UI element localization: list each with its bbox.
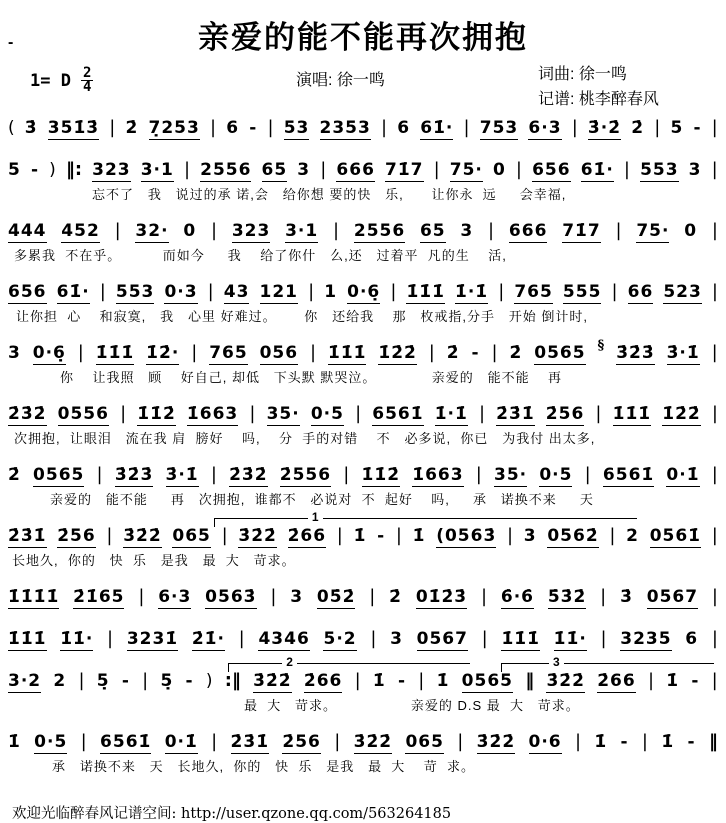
notation-line-4: 656 61̇· | 553 0·3 | 43 121 | 1 0·6̣ | 1̇1̇1̇ 1̇·1̇ | 765 555 | 66 523 |	[8, 281, 718, 302]
system-9	[8, 586, 718, 612]
system-5	[8, 338, 718, 387]
key-time-signature	[30, 67, 93, 94]
system-7	[8, 464, 718, 509]
lyrics-line-11: 最 大 苛求。 亲爱的 D.S 最 大 苛求。	[244, 698, 580, 713]
notation-line-12: 1̇ 0·5 | 6561̇ 0·1̇ | 2̇3̇1̇ 2̇56 | 3̇2̇2̇ 065 | 3̇2̇2̇ 0·6 | 1̇ - | 1̇ - ‖	[8, 731, 718, 752]
volta-bracket-1	[214, 510, 637, 527]
corner-dash: -	[8, 34, 14, 51]
song-title: 亲爱的能不能再次拥抱	[198, 20, 528, 55]
notation-line-9: 1̇1̇1̇1̇ 2̇1̇65 | 6·3 0563̇ | 3 05̇2̇ | 2̇ 01̇2̇3̇ | 6̇·6̇ 5̇3̇2̇ | 3̇ 0567 |	[8, 586, 718, 607]
system-2	[8, 159, 718, 204]
system-4	[8, 281, 718, 326]
lyrics-line-2: 忘不了 我 说过的承 诺,会 给你想 要的快 乐, 让你永 远 会幸福,	[92, 187, 567, 202]
lyrics-line-7: 亲爱的 能不能 再 次拥抱, 谁都不 必说对 不 起好 吗, 承 诺换不来 天	[50, 492, 594, 507]
system-6	[8, 403, 718, 448]
singer-credit: 演唱: 徐一鸣	[296, 72, 385, 89]
notation-line-3: 444 452 | 32· 0 | 323 3·1 | 2556 65 3 | 666 71̇7 | 75· 0 |	[8, 220, 718, 241]
volta-label-3: 3	[549, 655, 564, 669]
system-1	[8, 117, 718, 143]
lyrics-line-12: 承 诺换不来 天 长地久, 你的 快 乐 是我 最 大 苛 求。	[52, 759, 475, 774]
composer-credit: 词曲: 徐一鸣	[538, 66, 627, 83]
footer-url-text: 欢迎光临醉春风记谱空间: http://user.qzone.qq.com/563264185	[12, 806, 452, 822]
time-top: 2	[82, 65, 92, 81]
notation-line-6: 2̇3̇2̇ 0556 | 1̇1̇2̇ 1̇663 | 35· 0·5 | 6561̇ 1̇·1̇ | 2̇3̇1̇ 2̇56 | 1̇1̇1̇ 1̇2̇2̇ |	[8, 403, 718, 424]
lyrics-line-3: 多累我 不在乎。 而如今 我 给了你什 么,还 过着平 凡的生 活,	[14, 248, 507, 263]
notation-line-1: ( 3̇ 351̇3̇ | 2̇ 7̣253 | 6 - | 53 2353 | 6 61̇· | 753 6·3 | 3̇·2̇ 2̇ | 5 - |	[8, 117, 718, 138]
notation-line-8: 2̇3̇1̇ 2̇56 | 3̇2̇2̇ 065 | 3̇2̇2̇ 2̇66 | 1̇ - | 1̇ (0563̇ | 3 0562̇ | 2 0561̇ |	[8, 525, 718, 546]
volta-bracket-3	[501, 655, 714, 672]
score-body	[0, 113, 726, 776]
notation-line-10: 1̇1̇1̇ 1̇1̇· | 3231̇ 2̇1̇· | 4346 5·2 | 3 0567 | 1̇1̇1̇ 1̇1̇· | 3235 6 |	[8, 628, 718, 649]
notation-line-11: 3·2 2 | 5̣ - | 5̣ - ) :‖ 3̇2̇2̇ 2̇66 | 1̇ - | 1̇ 0565 ‖ 3̇2̇2̇ 2̇66 | 1̇ - |	[8, 670, 718, 691]
notator-credit: 记谱: 桃李醉春风	[538, 91, 659, 108]
lyrics-line-5: 你 让我照 顾 好自己, 却低 下头默 默哭泣。 亲爱的 能不能 再	[60, 370, 563, 385]
system-11	[8, 655, 718, 715]
volta-bracket-2	[228, 655, 470, 672]
lyrics-line-8: 长地久, 你的 快 乐 是我 最 大 苛求。	[12, 553, 296, 568]
subheader	[0, 59, 726, 113]
notation-line-7: 2̇ 0565 | 3̇2̇3̇ 3̇·1̇ | 2̇3̇2̇ 2̇556 | 1̇1̇2̇ 1̇663 | 35· 0·5 | 6561̇ 0·1̇ |	[8, 464, 718, 485]
lyrics-line-4: 让你担 心 和寂寞, 我 心里 好难过。 你 还给我 那 枚戒指,分手 开始 倒计时,	[16, 309, 589, 324]
notation-line-5: 3 0·6̣ | 1̇1̇1̇ 1̇2̇· | 765 056 | 1̇1̇1̇ 1̇2̇2̇ | 2̇ - | 2̇ 0565 § 3̇2̇3̇ 3̇·1̇ |	[8, 338, 718, 363]
time-bottom: 4	[82, 79, 92, 95]
system-10	[8, 628, 718, 654]
system-8	[8, 510, 718, 570]
lyrics-line-6: 次拥抱, 让眼泪 流在我 肩 膀好 吗, 分 手的对错 不 必多说, 你已 为我付 出太多,	[14, 431, 596, 446]
system-12	[8, 731, 718, 776]
time-signature	[81, 67, 93, 94]
volta-label-2: 2	[282, 655, 297, 669]
notation-line-2: 5 - ) ‖: 323 3·1 | 2556 65 3 | 666 71̇7 | 75· 0 | 656 61̇· | 553 3 |	[8, 159, 718, 180]
volta-label-1: 1	[308, 510, 323, 524]
system-3	[8, 220, 718, 265]
key-label: 1= D	[30, 70, 71, 91]
